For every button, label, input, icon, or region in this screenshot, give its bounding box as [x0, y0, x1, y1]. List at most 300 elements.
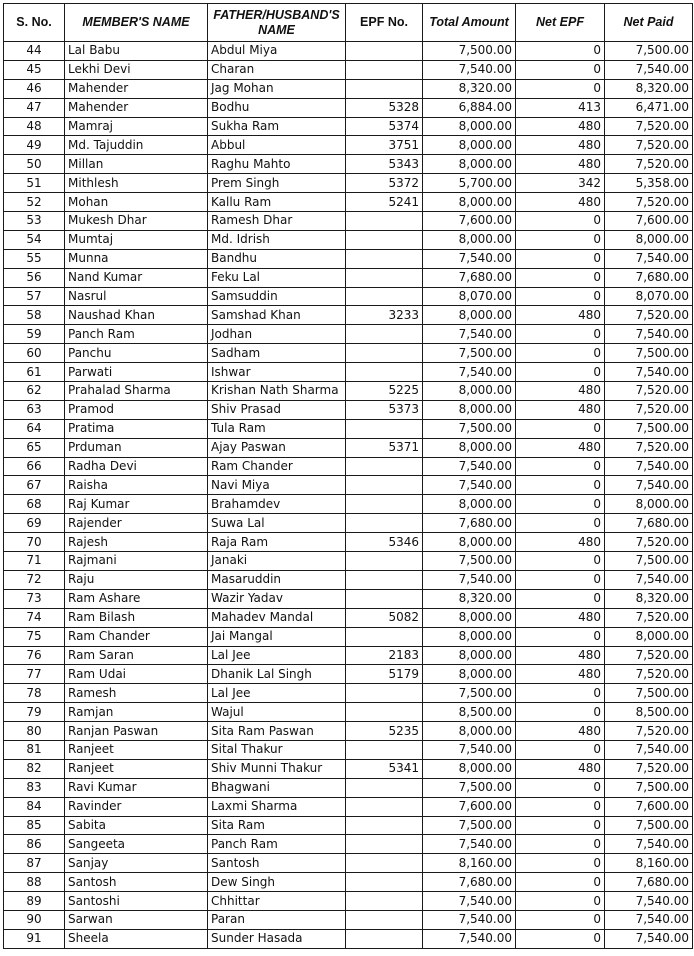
cell-sno: 45	[4, 60, 65, 79]
cell-member-name: Sabita	[65, 816, 208, 835]
cell-epf-no: 5241	[346, 193, 423, 212]
cell-sno: 76	[4, 646, 65, 665]
cell-net-paid: 7,500.00	[605, 42, 693, 61]
cell-net-epf: 480	[516, 193, 605, 212]
cell-net-epf: 480	[516, 155, 605, 174]
cell-net-paid: 7,540.00	[605, 835, 693, 854]
cell-epf-no	[346, 910, 423, 929]
cell-net-epf: 480	[516, 646, 605, 665]
cell-net-epf: 0	[516, 835, 605, 854]
cell-sno: 56	[4, 268, 65, 287]
table-row	[4, 98, 693, 117]
cell-net-paid: 7,680.00	[605, 514, 693, 533]
cell-epf-no: 5341	[346, 759, 423, 778]
cell-epf-no	[346, 230, 423, 249]
cell-epf-no: 3233	[346, 306, 423, 325]
cell-member-name: Santoshi	[65, 892, 208, 911]
cell-sno: 91	[4, 929, 65, 948]
cell-member-name: Ram Udai	[65, 665, 208, 684]
cell-member-name: Panchu	[65, 344, 208, 363]
cell-total-amount: 7,540.00	[423, 892, 516, 911]
cell-total-amount: 7,540.00	[423, 835, 516, 854]
cell-total-amount: 8,000.00	[423, 306, 516, 325]
cell-sno: 52	[4, 193, 65, 212]
cell-net-epf: 0	[516, 627, 605, 646]
cell-epf-no	[346, 684, 423, 703]
cell-total-amount: 6,884.00	[423, 98, 516, 117]
cell-epf-no	[346, 703, 423, 722]
cell-total-amount: 8,000.00	[423, 400, 516, 419]
cell-sno: 63	[4, 400, 65, 419]
cell-total-amount: 7,540.00	[423, 929, 516, 948]
cell-total-amount: 8,000.00	[423, 646, 516, 665]
cell-epf-no	[346, 854, 423, 873]
cell-father-husband-name: Wajul	[208, 703, 346, 722]
cell-total-amount: 7,500.00	[423, 778, 516, 797]
cell-net-epf: 0	[516, 778, 605, 797]
cell-total-amount: 8,320.00	[423, 79, 516, 98]
cell-sno: 64	[4, 419, 65, 438]
cell-father-husband-name: Kallu Ram	[208, 193, 346, 212]
table-row	[4, 325, 693, 344]
cell-net-epf: 342	[516, 174, 605, 193]
cell-net-epf: 413	[516, 98, 605, 117]
cell-net-epf: 480	[516, 136, 605, 155]
cell-net-paid: 7,520.00	[605, 136, 693, 155]
cell-net-paid: 8,070.00	[605, 287, 693, 306]
table-row	[4, 117, 693, 136]
cell-member-name: Raisha	[65, 476, 208, 495]
cell-sno: 74	[4, 608, 65, 627]
cell-net-paid: 8,000.00	[605, 230, 693, 249]
table-row	[4, 249, 693, 268]
table-row	[4, 892, 693, 911]
cell-epf-no	[346, 344, 423, 363]
cell-member-name: Rajmani	[65, 552, 208, 571]
cell-father-husband-name: Ram Chander	[208, 457, 346, 476]
cell-father-husband-name: Paran	[208, 910, 346, 929]
cell-sno: 82	[4, 759, 65, 778]
header-member-name: MEMBER'S NAME	[65, 4, 208, 42]
cell-father-husband-name: Laxmi Sharma	[208, 797, 346, 816]
cell-father-husband-name: Santosh	[208, 854, 346, 873]
cell-epf-no	[346, 778, 423, 797]
cell-member-name: Ranjan Paswan	[65, 722, 208, 741]
cell-member-name: Rajender	[65, 514, 208, 533]
cell-sno: 59	[4, 325, 65, 344]
cell-total-amount: 8,000.00	[423, 533, 516, 552]
cell-sno: 88	[4, 873, 65, 892]
cell-member-name: Sanjay	[65, 854, 208, 873]
cell-member-name: Mumtaj	[65, 230, 208, 249]
cell-net-paid: 7,680.00	[605, 268, 693, 287]
cell-member-name: Santosh	[65, 873, 208, 892]
cell-net-paid: 7,500.00	[605, 684, 693, 703]
table-row	[4, 306, 693, 325]
cell-sno: 54	[4, 230, 65, 249]
cell-total-amount: 7,540.00	[423, 570, 516, 589]
cell-father-husband-name: Bhagwani	[208, 778, 346, 797]
cell-sno: 70	[4, 533, 65, 552]
cell-total-amount: 7,540.00	[423, 60, 516, 79]
cell-net-epf: 0	[516, 268, 605, 287]
cell-epf-no	[346, 419, 423, 438]
cell-net-epf: 0	[516, 60, 605, 79]
cell-sno: 87	[4, 854, 65, 873]
table-row	[4, 287, 693, 306]
cell-total-amount: 7,500.00	[423, 684, 516, 703]
cell-total-amount: 7,500.00	[423, 419, 516, 438]
cell-net-epf: 0	[516, 797, 605, 816]
cell-father-husband-name: Raghu Mahto	[208, 155, 346, 174]
cell-total-amount: 8,000.00	[423, 722, 516, 741]
cell-net-paid: 7,540.00	[605, 363, 693, 382]
cell-father-husband-name: Janaki	[208, 552, 346, 571]
cell-member-name: Pramod	[65, 400, 208, 419]
cell-net-paid: 5,358.00	[605, 174, 693, 193]
member-payment-table	[3, 3, 693, 949]
table-row	[4, 835, 693, 854]
cell-sno: 81	[4, 740, 65, 759]
cell-father-husband-name: Lal Jee	[208, 684, 346, 703]
cell-sno: 80	[4, 722, 65, 741]
cell-total-amount: 7,600.00	[423, 212, 516, 231]
cell-father-husband-name: Navi Miya	[208, 476, 346, 495]
cell-father-husband-name: Lal Jee	[208, 646, 346, 665]
cell-epf-no	[346, 249, 423, 268]
table-header	[4, 4, 693, 42]
cell-father-husband-name: Panch Ram	[208, 835, 346, 854]
cell-father-husband-name: Feku Lal	[208, 268, 346, 287]
cell-member-name: Ram Ashare	[65, 589, 208, 608]
cell-epf-no	[346, 60, 423, 79]
table-row	[4, 400, 693, 419]
table-body	[4, 42, 693, 949]
header-total-amount: Total Amount	[423, 4, 516, 42]
cell-net-epf: 0	[516, 910, 605, 929]
cell-father-husband-name: Dew Singh	[208, 873, 346, 892]
cell-epf-no	[346, 740, 423, 759]
cell-net-paid: 8,500.00	[605, 703, 693, 722]
cell-epf-no	[346, 552, 423, 571]
cell-total-amount: 7,540.00	[423, 910, 516, 929]
cell-epf-no: 5235	[346, 722, 423, 741]
cell-member-name: Panch Ram	[65, 325, 208, 344]
cell-member-name: Nand Kumar	[65, 268, 208, 287]
cell-epf-no: 5082	[346, 608, 423, 627]
cell-sno: 57	[4, 287, 65, 306]
cell-sno: 44	[4, 42, 65, 61]
table-row	[4, 136, 693, 155]
table-row	[4, 155, 693, 174]
cell-total-amount: 7,540.00	[423, 740, 516, 759]
cell-sno: 78	[4, 684, 65, 703]
cell-total-amount: 8,000.00	[423, 627, 516, 646]
cell-father-husband-name: Prem Singh	[208, 174, 346, 193]
table-row	[4, 42, 693, 61]
table-row	[4, 703, 693, 722]
cell-sno: 60	[4, 344, 65, 363]
cell-father-husband-name: Sita Ram Paswan	[208, 722, 346, 741]
cell-member-name: Ram Bilash	[65, 608, 208, 627]
cell-sno: 77	[4, 665, 65, 684]
cell-member-name: Ravinder	[65, 797, 208, 816]
cell-net-paid: 7,520.00	[605, 722, 693, 741]
cell-net-paid: 7,500.00	[605, 552, 693, 571]
cell-sno: 51	[4, 174, 65, 193]
cell-epf-no	[346, 476, 423, 495]
table-row	[4, 174, 693, 193]
table-row	[4, 929, 693, 948]
cell-net-paid: 7,500.00	[605, 778, 693, 797]
cell-total-amount: 7,540.00	[423, 249, 516, 268]
cell-net-epf: 0	[516, 929, 605, 948]
cell-member-name: Ravi Kumar	[65, 778, 208, 797]
cell-total-amount: 7,680.00	[423, 268, 516, 287]
cell-net-paid: 7,520.00	[605, 117, 693, 136]
cell-member-name: Ramesh	[65, 684, 208, 703]
cell-member-name: Ranjeet	[65, 740, 208, 759]
cell-father-husband-name: Samsuddin	[208, 287, 346, 306]
cell-member-name: Munna	[65, 249, 208, 268]
cell-net-paid: 7,540.00	[605, 740, 693, 759]
cell-sno: 84	[4, 797, 65, 816]
cell-epf-no	[346, 212, 423, 231]
cell-sno: 62	[4, 382, 65, 401]
cell-member-name: Raj Kumar	[65, 495, 208, 514]
cell-epf-no: 5371	[346, 438, 423, 457]
cell-sno: 50	[4, 155, 65, 174]
table-row	[4, 910, 693, 929]
cell-epf-no	[346, 589, 423, 608]
cell-member-name: Parwati	[65, 363, 208, 382]
cell-sno: 86	[4, 835, 65, 854]
cell-sno: 46	[4, 79, 65, 98]
cell-net-epf: 480	[516, 306, 605, 325]
table-row	[4, 476, 693, 495]
cell-total-amount: 8,070.00	[423, 287, 516, 306]
cell-net-paid: 8,000.00	[605, 627, 693, 646]
cell-net-paid: 7,500.00	[605, 816, 693, 835]
cell-father-husband-name: Jodhan	[208, 325, 346, 344]
cell-sno: 79	[4, 703, 65, 722]
table-row	[4, 212, 693, 231]
cell-net-epf: 480	[516, 117, 605, 136]
cell-net-epf: 0	[516, 42, 605, 61]
table-row	[4, 382, 693, 401]
cell-member-name: Sangeeta	[65, 835, 208, 854]
cell-net-paid: 7,540.00	[605, 476, 693, 495]
cell-net-paid: 7,500.00	[605, 419, 693, 438]
cell-member-name: Ramjan	[65, 703, 208, 722]
cell-net-epf: 480	[516, 400, 605, 419]
cell-net-paid: 7,540.00	[605, 892, 693, 911]
cell-net-epf: 0	[516, 703, 605, 722]
cell-epf-no	[346, 816, 423, 835]
cell-epf-no: 5328	[346, 98, 423, 117]
cell-epf-no: 5343	[346, 155, 423, 174]
cell-sno: 47	[4, 98, 65, 117]
cell-total-amount: 8,000.00	[423, 438, 516, 457]
cell-epf-no	[346, 42, 423, 61]
cell-net-paid: 7,520.00	[605, 382, 693, 401]
header-sno: S. No.	[4, 4, 65, 42]
table-row	[4, 60, 693, 79]
cell-father-husband-name: Abdul Miya	[208, 42, 346, 61]
cell-net-paid: 7,540.00	[605, 249, 693, 268]
cell-father-husband-name: Sital Thakur	[208, 740, 346, 759]
cell-net-paid: 7,520.00	[605, 438, 693, 457]
cell-sno: 67	[4, 476, 65, 495]
cell-net-epf: 0	[516, 589, 605, 608]
cell-net-paid: 7,600.00	[605, 212, 693, 231]
cell-father-husband-name: Jag Mohan	[208, 79, 346, 98]
cell-father-husband-name: Masaruddin	[208, 570, 346, 589]
cell-epf-no	[346, 797, 423, 816]
cell-father-husband-name: Wazir Yadav	[208, 589, 346, 608]
cell-net-epf: 0	[516, 79, 605, 98]
cell-net-epf: 0	[516, 892, 605, 911]
cell-epf-no	[346, 287, 423, 306]
cell-member-name: Mahender	[65, 98, 208, 117]
cell-sno: 66	[4, 457, 65, 476]
table-row	[4, 533, 693, 552]
cell-total-amount: 8,000.00	[423, 230, 516, 249]
cell-net-epf: 0	[516, 325, 605, 344]
cell-total-amount: 7,540.00	[423, 476, 516, 495]
table-row	[4, 873, 693, 892]
cell-member-name: Mahender	[65, 79, 208, 98]
cell-epf-no	[346, 495, 423, 514]
cell-member-name: Raju	[65, 570, 208, 589]
cell-epf-no	[346, 363, 423, 382]
cell-net-paid: 7,500.00	[605, 344, 693, 363]
table-row	[4, 495, 693, 514]
cell-member-name: Prduman	[65, 438, 208, 457]
cell-epf-no	[346, 268, 423, 287]
cell-total-amount: 8,000.00	[423, 117, 516, 136]
cell-total-amount: 8,320.00	[423, 589, 516, 608]
cell-epf-no	[346, 457, 423, 476]
cell-net-epf: 480	[516, 533, 605, 552]
cell-net-epf: 0	[516, 873, 605, 892]
cell-father-husband-name: Chhittar	[208, 892, 346, 911]
table-row	[4, 797, 693, 816]
header-row	[4, 4, 693, 42]
cell-father-husband-name: Raja Ram	[208, 533, 346, 552]
cell-sno: 55	[4, 249, 65, 268]
cell-total-amount: 8,500.00	[423, 703, 516, 722]
table-row	[4, 268, 693, 287]
cell-member-name: Radha Devi	[65, 457, 208, 476]
cell-father-husband-name: Sadham	[208, 344, 346, 363]
cell-father-husband-name: Brahamdev	[208, 495, 346, 514]
cell-total-amount: 8,000.00	[423, 759, 516, 778]
table-row	[4, 438, 693, 457]
cell-epf-no: 5372	[346, 174, 423, 193]
cell-father-husband-name: Bodhu	[208, 98, 346, 117]
cell-epf-no: 5373	[346, 400, 423, 419]
cell-net-epf: 0	[516, 816, 605, 835]
cell-member-name: Lekhi Devi	[65, 60, 208, 79]
cell-sno: 85	[4, 816, 65, 835]
header-father-husband-name: FATHER/HUSBAND'S NAME	[208, 4, 346, 42]
cell-total-amount: 7,600.00	[423, 797, 516, 816]
cell-father-husband-name: Bandhu	[208, 249, 346, 268]
cell-net-paid: 7,520.00	[605, 193, 693, 212]
cell-net-paid: 8,160.00	[605, 854, 693, 873]
cell-net-epf: 480	[516, 759, 605, 778]
cell-member-name: Md. Tajuddin	[65, 136, 208, 155]
cell-total-amount: 7,540.00	[423, 457, 516, 476]
cell-net-epf: 0	[516, 854, 605, 873]
cell-sno: 48	[4, 117, 65, 136]
cell-member-name: Ram Saran	[65, 646, 208, 665]
cell-father-husband-name: Jai Mangal	[208, 627, 346, 646]
cell-sno: 73	[4, 589, 65, 608]
table-row	[4, 79, 693, 98]
cell-total-amount: 8,000.00	[423, 155, 516, 174]
cell-net-epf: 0	[516, 287, 605, 306]
cell-father-husband-name: Ajay Paswan	[208, 438, 346, 457]
table-row	[4, 854, 693, 873]
cell-net-epf: 480	[516, 665, 605, 684]
cell-epf-no	[346, 325, 423, 344]
table-row	[4, 230, 693, 249]
table-row	[4, 419, 693, 438]
cell-net-epf: 480	[516, 722, 605, 741]
cell-total-amount: 5,700.00	[423, 174, 516, 193]
cell-member-name: Rajesh	[65, 533, 208, 552]
cell-sno: 72	[4, 570, 65, 589]
cell-total-amount: 8,000.00	[423, 495, 516, 514]
cell-net-paid: 8,320.00	[605, 589, 693, 608]
cell-father-husband-name: Charan	[208, 60, 346, 79]
cell-net-epf: 0	[516, 740, 605, 759]
cell-total-amount: 8,000.00	[423, 665, 516, 684]
cell-total-amount: 7,680.00	[423, 873, 516, 892]
cell-father-husband-name: Abbul	[208, 136, 346, 155]
table-row	[4, 627, 693, 646]
cell-net-paid: 7,520.00	[605, 306, 693, 325]
cell-member-name: Mithlesh	[65, 174, 208, 193]
cell-net-epf: 0	[516, 212, 605, 231]
cell-father-husband-name: Krishan Nath Sharma	[208, 382, 346, 401]
cell-sno: 75	[4, 627, 65, 646]
cell-net-paid: 7,520.00	[605, 155, 693, 174]
cell-net-epf: 0	[516, 249, 605, 268]
table-row	[4, 363, 693, 382]
cell-total-amount: 7,540.00	[423, 363, 516, 382]
cell-net-paid: 7,540.00	[605, 570, 693, 589]
cell-net-epf: 0	[516, 495, 605, 514]
cell-total-amount: 7,500.00	[423, 816, 516, 835]
table-row	[4, 665, 693, 684]
cell-net-epf: 0	[516, 570, 605, 589]
cell-net-paid: 8,320.00	[605, 79, 693, 98]
header-net-epf: Net EPF	[516, 4, 605, 42]
cell-net-paid: 7,540.00	[605, 929, 693, 948]
cell-net-paid: 7,520.00	[605, 646, 693, 665]
table-row	[4, 646, 693, 665]
cell-epf-no	[346, 892, 423, 911]
cell-member-name: Sarwan	[65, 910, 208, 929]
cell-sno: 61	[4, 363, 65, 382]
cell-father-husband-name: Ishwar	[208, 363, 346, 382]
cell-father-husband-name: Ramesh Dhar	[208, 212, 346, 231]
cell-father-husband-name: Sunder Hasada	[208, 929, 346, 948]
cell-net-epf: 0	[516, 457, 605, 476]
